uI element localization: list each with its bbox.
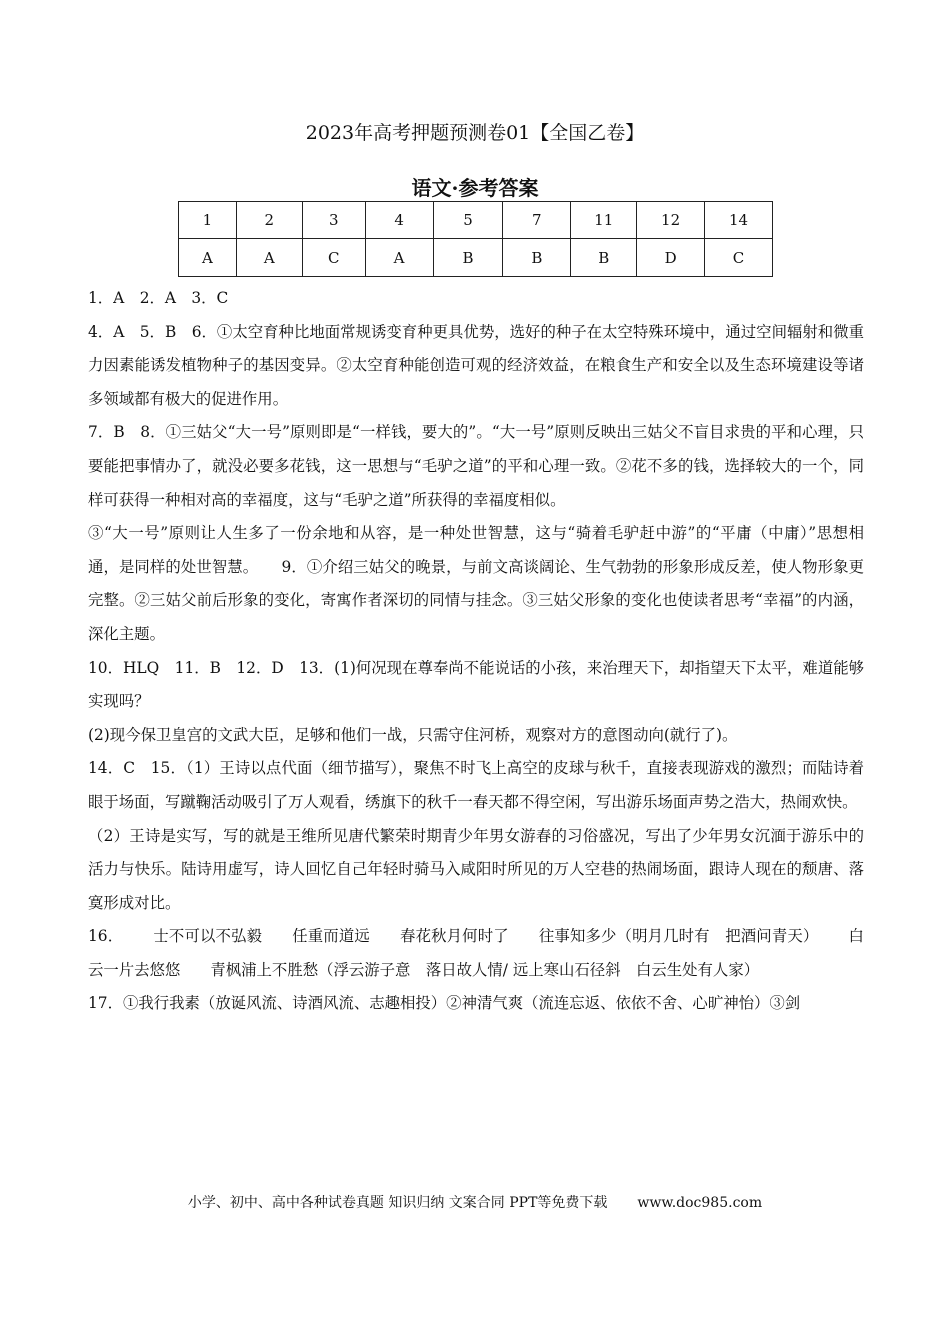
fill-in-answer: 士不可以不弘毅 <box>153 927 263 946</box>
question-number-cell: 12 <box>637 202 705 239</box>
answer-cell: D <box>637 239 705 277</box>
answer-body <box>88 282 864 1021</box>
answer-paragraph-16 <box>88 920 864 987</box>
answer-cell: A <box>179 239 237 277</box>
answer-cell: B <box>433 239 503 277</box>
answer-paragraph: 7．B 8．①三姑父“大一号”原则即是“一样钱，要大的”。“大一号”原则反映出三姑父不盲目求贵的平和心理，只要能把事情办了，就没必要多花钱，这一思想与“毛驴之道”的平和心理一致。②花不多的钱，选择较大的一个，同样可获得一种相对高的幸福度，这与“毛驴之道”所获得的幸福度相似。 <box>88 423 864 509</box>
fill-in-answer: 青枫浦上不胜愁（浮云游子意 落日故人情/ 远上寒山石径斜 白云生处有人家） <box>210 960 760 979</box>
answer-paragraph: 4．A 5．B 6．①太空育种比地面常规诱变育种更具优势，选好的种子在太空特殊环境中，通过空间辐射和微重力因素能诱发植物种子的基因变异。②太空育种能创造可观的经济效益，在粮食生产和安全以及生态环境建设等诸多领域都有极大的促进作用。 <box>88 322 864 408</box>
answer-paragraph: (2)现今保卫皇宫的文武大臣，足够和他们一战，只需守住河桥，观察对方的意图动向(就行了)。 <box>88 725 738 744</box>
fill-in-answer: 春花秋月何时了 <box>399 927 509 946</box>
question-number-cell: 7 <box>503 202 571 239</box>
page-subtitle: 语文·参考答案 <box>411 176 539 200</box>
question-number-cell: 3 <box>302 202 365 239</box>
answer-paragraph: 1．A 2．A 3．C <box>88 289 229 307</box>
question-number-cell: 14 <box>705 202 773 239</box>
question-number-cell: 1 <box>179 202 237 239</box>
page-title: 2023年高考押题预测卷01【全国乙卷】 <box>305 122 645 144</box>
answer-table-answer-row <box>179 239 773 277</box>
question-number-cell: 2 <box>236 202 302 239</box>
question-number-cell: 4 <box>365 202 433 239</box>
answer-paragraph: 14．C 15．（1）王诗以点代面（细节描写），聚焦不时飞上高空的皮球与秋千，直接表现游戏的激烈；而陆诗着眼于场面，写蹴鞠活动吸引了万人观看，绣旗下的秋千一春天都不得空闲，写出游乐场面声势之浩大，热闹欢快。 <box>88 759 864 811</box>
footer-text: 小学、初中、高中各种试卷真题 知识归纳 文案合同 PPT等免费下载 <box>187 1195 608 1211</box>
answer-cell: A <box>236 239 302 277</box>
answer-paragraph: （2）王诗是实写，写的就是王维所见唐代繁荣时期青少年男女游春的习俗盛况，写出了少年男女沉湎于游乐中的活力与快乐。陆诗用虚写，诗人回忆自己年轻时骑马入咸阳时所见的万人空巷的热闹场面，跟诗人现在的颓唐、落寞形成对比。 <box>88 826 864 912</box>
answer-table <box>178 201 773 277</box>
page-footer <box>0 1192 950 1212</box>
answer-cell: A <box>365 239 433 277</box>
fill-in-answer: 往事知多少（明月几时有 把酒问青天） <box>538 927 819 946</box>
footer-url: www.doc985.com <box>637 1195 763 1211</box>
fill-in-answer: 任重而道远 <box>292 927 370 946</box>
answer-cell: B <box>571 239 637 277</box>
answer-cell: C <box>705 239 773 277</box>
question-number-cell: 11 <box>571 202 637 239</box>
fill-in-answer: 白云一片去悠悠 <box>88 927 864 979</box>
question-number-cell: 5 <box>433 202 503 239</box>
answer-paragraph: 10．HLQ 11．B 12．D 13．(1)何况现在尊奉尚不能说话的小孩，来治理天下，却指望天下太平，难道能够实现吗？ <box>88 658 864 711</box>
answer-paragraph: ③“大一号”原则让人生多了一份余地和从容，是一种处世智慧，这与“骑着毛驴赶中游”的“平庸（中庸）”思想相通，是同样的处世智慧。 9．①介绍三姑父的晚景，与前文高谈阔论、生气勃勃的形象形成反差，使人物形象更完整。②三姑父前后形象的变化，寄寓作者深切的同情与挂念。③三姑父形象的变化也使读者思考“幸福”的内涵，深化主题。 <box>88 524 864 643</box>
answer-cell: B <box>503 239 571 277</box>
answer-paragraph: 17．①我行我素（放诞风流、诗酒风流、志趣相投）②神清气爽（流连忘返、依依不舍、心旷神怡）③剑 <box>88 994 801 1013</box>
answer-cell: C <box>302 239 365 277</box>
question-16-label: 16． <box>88 927 124 946</box>
answer-table-number-row <box>179 202 773 239</box>
